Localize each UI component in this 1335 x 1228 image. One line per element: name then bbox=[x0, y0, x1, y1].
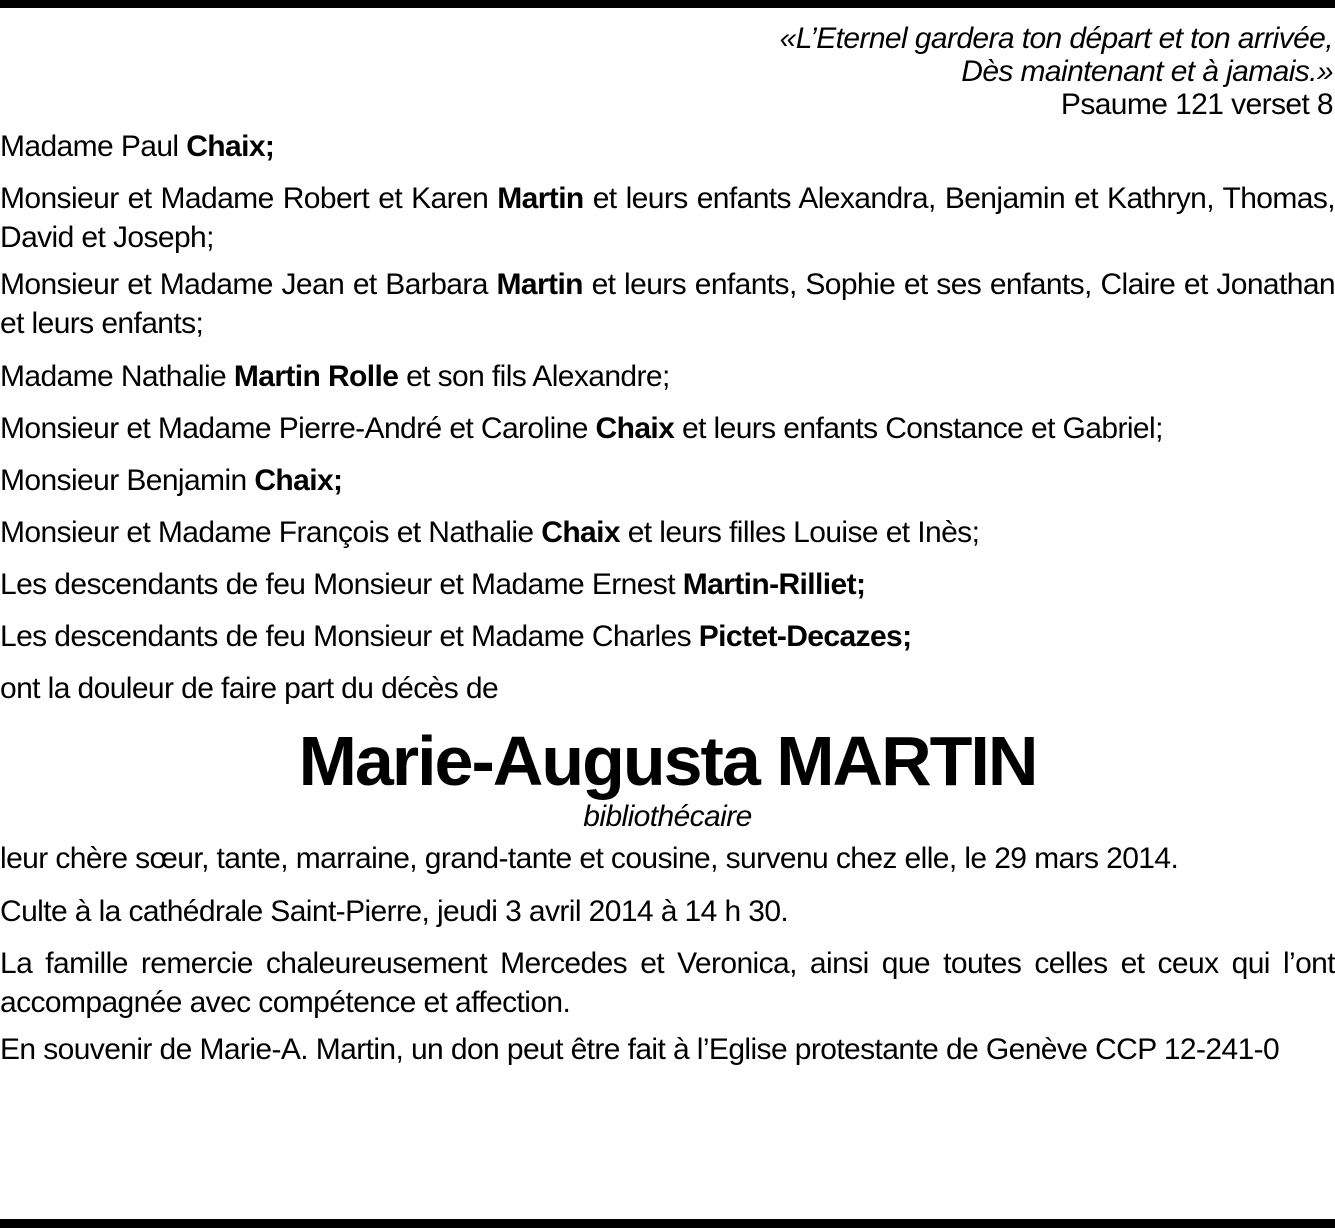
epigraph-line-1: «L’Eternel gardera ton départ et ton arrivée, bbox=[779, 22, 1333, 55]
service-text: Culte à la cathédrale Saint-Pierre, jeudi 3 avril 2014 à 14 h 30. bbox=[0, 895, 789, 928]
family-text: Madame Nathalie bbox=[0, 360, 234, 393]
family-text: Madame Paul bbox=[0, 130, 187, 163]
announcement: ont la douleur de faire part du décès de bbox=[0, 672, 499, 705]
family-line bbox=[0, 559, 1335, 611]
family-text: Monsieur et Madame Pierre-André et Caroline bbox=[0, 412, 596, 445]
epigraph bbox=[0, 22, 1333, 121]
family-text: Monsieur et Madame Robert et Karen bbox=[0, 182, 498, 215]
family-line bbox=[0, 265, 1335, 343]
family-line bbox=[0, 121, 1335, 173]
family-text: et leurs filles Louise et Inès; bbox=[619, 516, 980, 549]
family-line bbox=[0, 179, 1335, 257]
family-text: et leurs enfants Constance et Gabriel; bbox=[674, 412, 1163, 445]
deceased-name: Marie-Augusta MARTIN bbox=[298, 722, 1037, 800]
family-surname: Martin bbox=[496, 268, 583, 301]
family-surname: Chaix; bbox=[186, 130, 275, 163]
family-surname: Martin-Rilliet; bbox=[682, 568, 866, 601]
family-text: Les descendants de feu Monsieur et Madame Charles bbox=[0, 620, 699, 653]
epigraph-line-2: Dès maintenant et à jamais.» bbox=[961, 55, 1333, 88]
family-text: et leurs enfants, Sophie et ses enfants, Claire et Jonathan et leurs enfants; bbox=[0, 268, 1335, 340]
deceased-profession: bibliothécaire bbox=[583, 800, 752, 833]
family-surname: Chaix bbox=[595, 412, 675, 445]
family-surname: Martin bbox=[497, 182, 584, 215]
family-text: Monsieur et Madame Jean et Barbara bbox=[0, 268, 497, 301]
bottom-rule bbox=[0, 1219, 1335, 1228]
family-line bbox=[0, 403, 1335, 455]
family-surname: Chaix; bbox=[254, 464, 343, 497]
family-line bbox=[0, 455, 1335, 507]
family-text: Monsieur et Madame François et Nathalie bbox=[0, 516, 542, 549]
donation-text: En souvenir de Marie-A. Martin, un don peut être fait à l’Eglise protestante de Genève CCP 12-241-0 bbox=[0, 1033, 1280, 1066]
family-line bbox=[0, 507, 1335, 559]
family-text: Les descendants de feu Monsieur et Madame Ernest bbox=[0, 568, 683, 601]
epigraph-reference: Psaume 121 verset 8 bbox=[1060, 88, 1333, 121]
family-line bbox=[0, 351, 1335, 403]
family-surname: Martin Rolle bbox=[233, 360, 399, 393]
family-surname: Chaix bbox=[541, 516, 620, 549]
family-text: et son fils Alexandre; bbox=[398, 360, 670, 393]
top-rule bbox=[0, 0, 1335, 8]
family-line bbox=[0, 611, 1335, 663]
relation-text: leur chère sœur, tante, marraine, grand-tante et cousine, survenu chez elle, le 29 mars 2014. bbox=[0, 842, 1179, 875]
thanks-text: La famille remercie chaleureusement Mercedes et Veronica, ainsi que toutes celles et ceux qui l’ont accompagnée avec compétence et affection. bbox=[0, 947, 1335, 1019]
family-surname: Pictet-Decazes; bbox=[698, 620, 912, 653]
obituary-notice bbox=[0, 22, 1335, 1077]
family-text: Monsieur Benjamin bbox=[0, 464, 255, 497]
family-text: et leurs enfants Alexandra, Benjamin et Kathryn, Thomas, David et Joseph; bbox=[0, 182, 1335, 254]
